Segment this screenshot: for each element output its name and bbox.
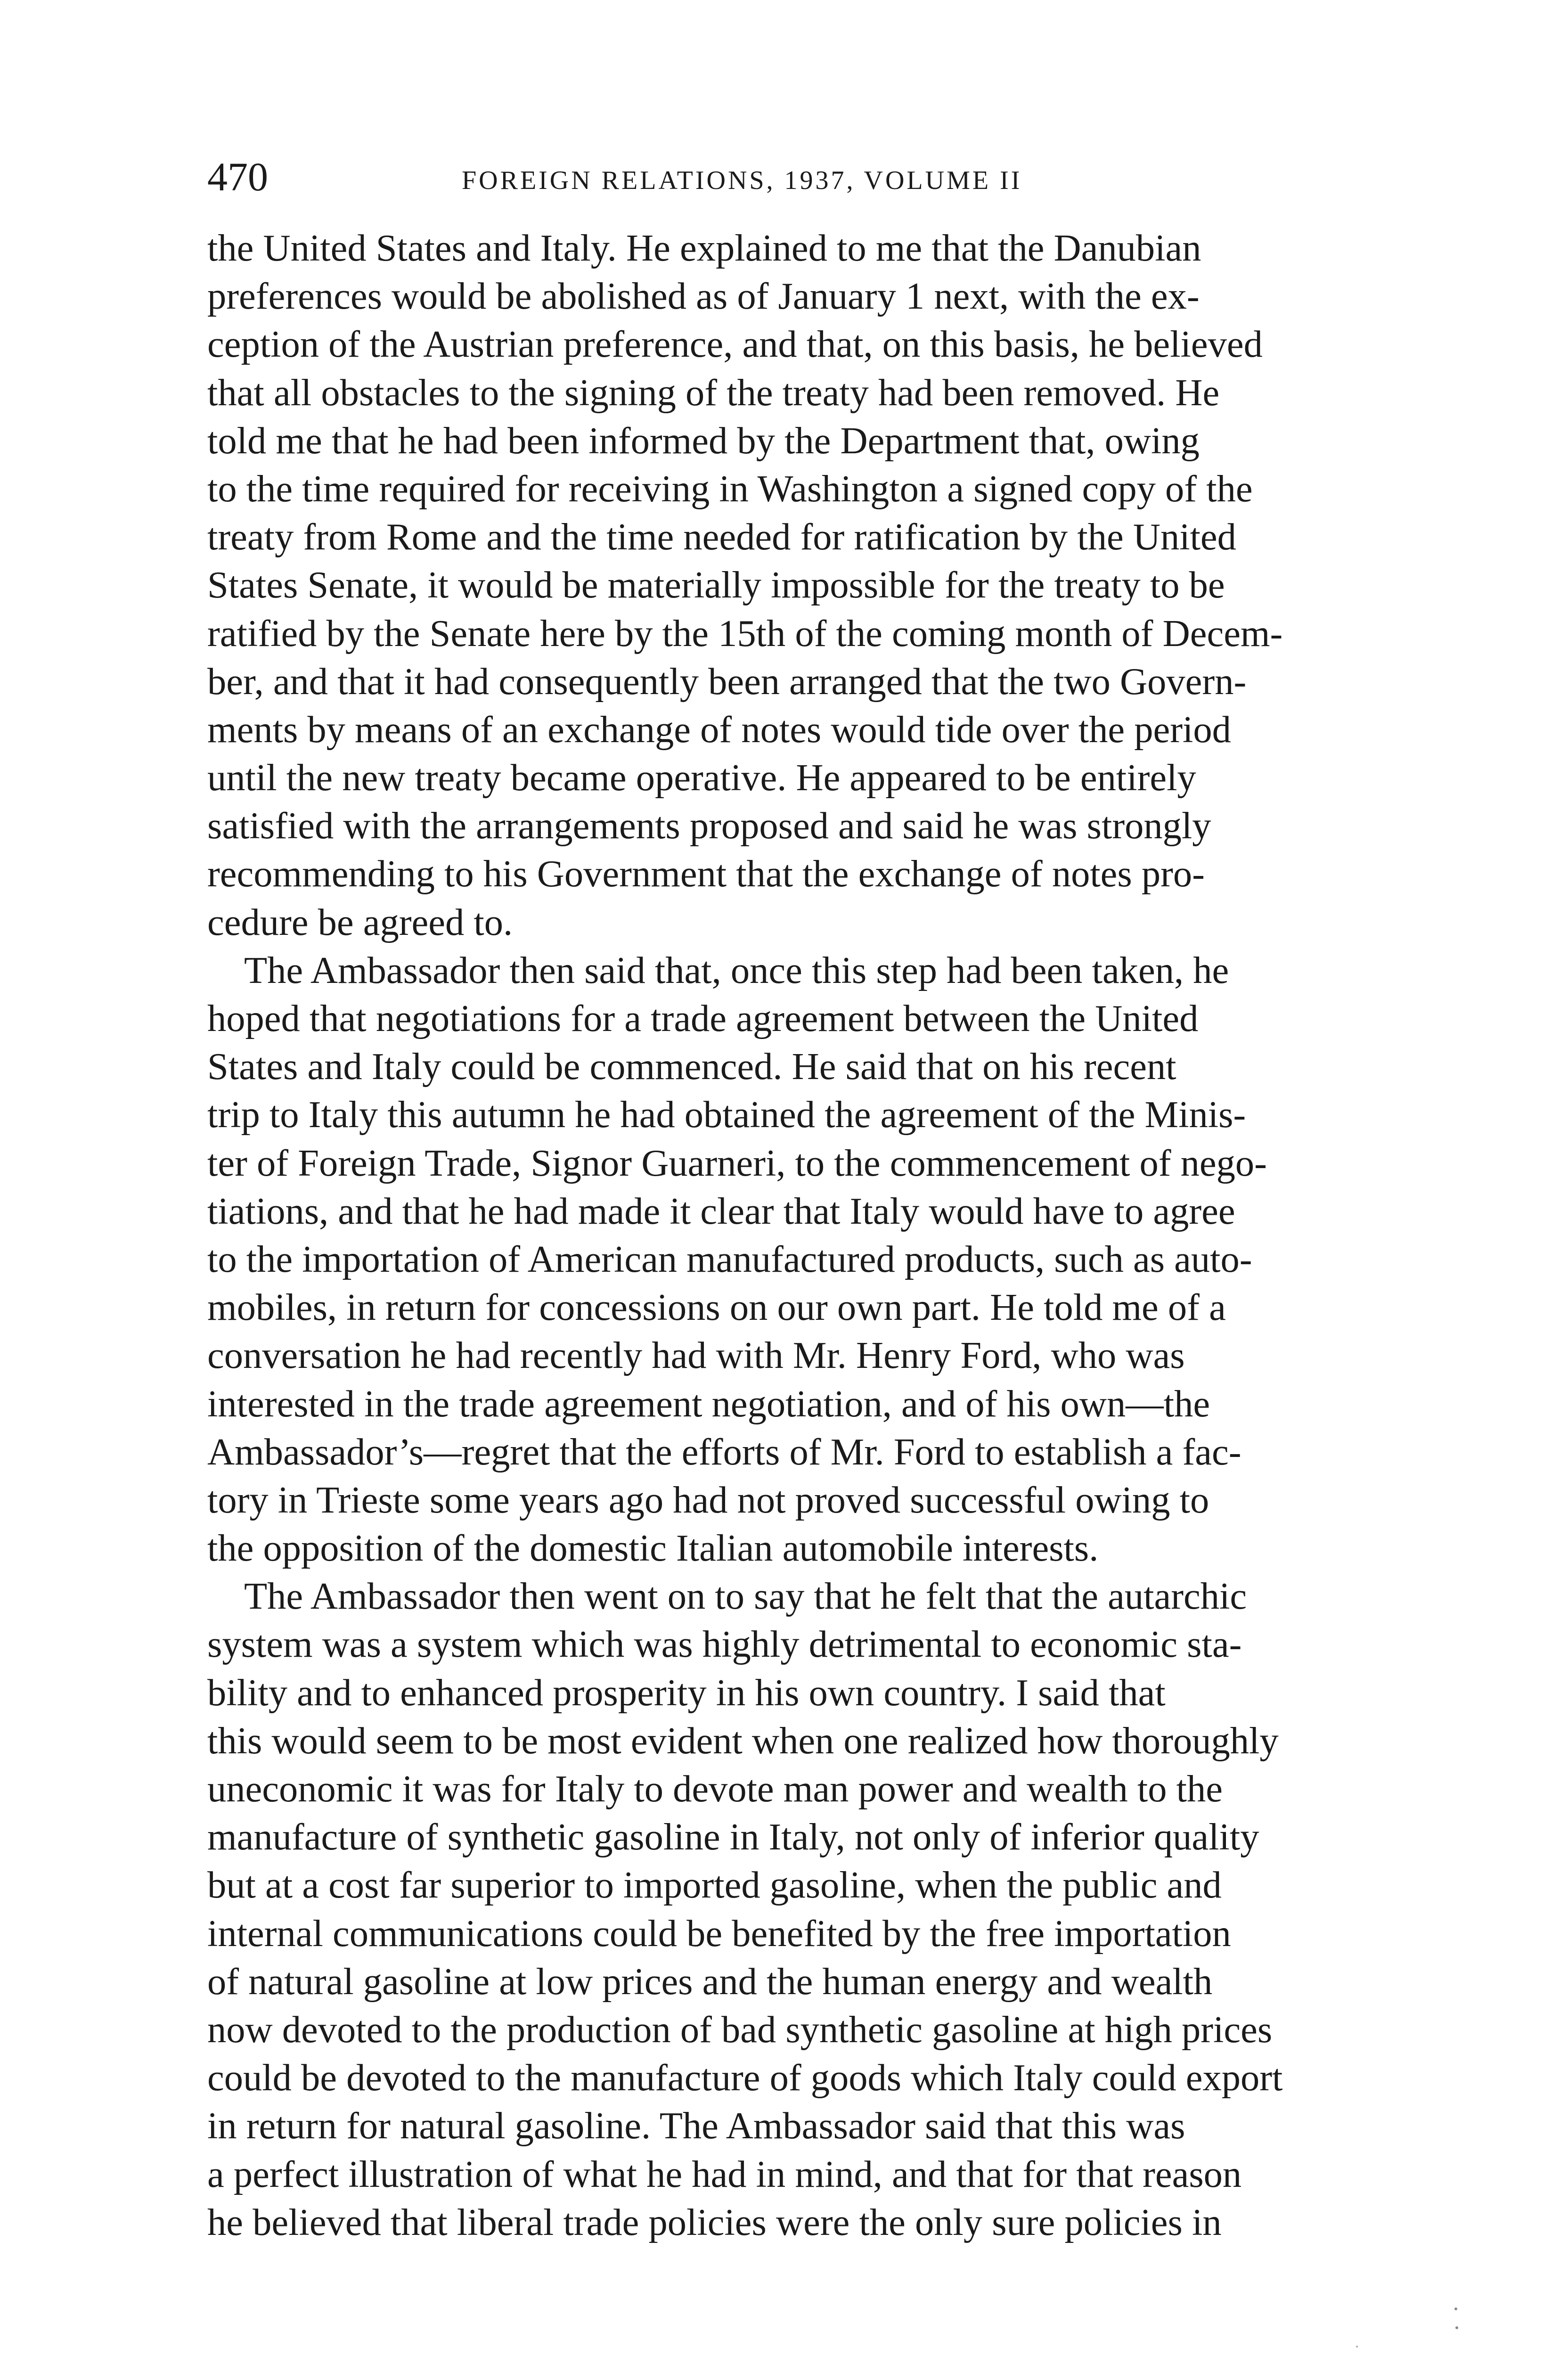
scan-specks	[1338, 2299, 1479, 2356]
text-line: bility and to enhanced prosperity in his own country. I said that	[207, 1671, 1166, 1714]
text-line: internal communications could be benefited by the free importation	[207, 1912, 1231, 1955]
text-line: ratified by the Senate here by the 15th of the coming month of Decem-	[207, 612, 1283, 654]
text-line: until the new treaty became operative. He appeared to be entirely	[207, 757, 1196, 799]
text-line: the United States and Italy. He explained to me that the Danubian	[207, 227, 1201, 269]
text-line: recommending to his Government that the exchange of notes pro-	[207, 853, 1205, 895]
text-line: tiations, and that he had made it clear that Italy would have to agree	[207, 1190, 1235, 1232]
body-text	[207, 224, 1432, 2247]
text-line: told me that he had been informed by the Department that, owing	[207, 419, 1200, 462]
text-line: tory in Trieste some years ago had not proved successful owing to	[207, 1479, 1209, 1521]
text-line: States and Italy could be commenced. He said that on his recent	[207, 1046, 1176, 1088]
text-line: preferences would be abolished as of January 1 next, with the ex-	[207, 275, 1200, 318]
text-line: ception of the Austrian preference, and that, on this basis, he believed	[207, 323, 1263, 366]
text-line: to the time required for receiving in Washington a signed copy of the	[207, 467, 1253, 510]
text-line: The Ambassador then went on to say that he felt that the autarchic	[244, 1575, 1247, 1618]
text-line: States Senate, it would be materially impossible for the treaty to be	[207, 564, 1225, 606]
text-line: could be devoted to the manufacture of goods which Italy could export	[207, 2057, 1283, 2099]
text-line: ter of Foreign Trade, Signor Guarneri, to the commencement of nego-	[207, 1142, 1267, 1184]
paragraph-3	[207, 1572, 1432, 2247]
text-line: Ambassador’s—regret that the efforts of Mr. Ford to establish a fac-	[207, 1431, 1241, 1473]
text-line: to the importation of American manufactured products, such as auto-	[207, 1238, 1252, 1280]
text-line: of natural gasoline at low prices and the human energy and wealth	[207, 1960, 1213, 2003]
page-header	[207, 151, 1371, 203]
text-line: mobiles, in return for concessions on our own part. He told me of a	[207, 1286, 1226, 1329]
paragraph-1	[207, 224, 1432, 947]
text-line: in return for natural gasoline. The Ambassador said that this was	[207, 2105, 1185, 2147]
text-line: conversation he had recently had with Mr. Henry Ford, who was	[207, 1334, 1185, 1377]
page-number: 470	[207, 154, 268, 199]
paragraph-2	[207, 947, 1432, 1572]
text-line: he believed that liberal trade policies were the only sure policies in	[207, 2201, 1222, 2243]
text-line: a perfect illustration of what he had in mind, and that for that reason	[207, 2153, 1242, 2195]
text-line: but at a cost far superior to imported gasoline, when the public and	[207, 1864, 1222, 1906]
text-line: satisfied with the arrangements proposed and said he was strongly	[207, 805, 1211, 847]
text-line: this would seem to be most evident when one realized how thoroughly	[207, 1719, 1279, 1762]
text-line: The Ambassador then said that, once this step had been taken, he	[244, 949, 1229, 991]
text-line: now devoted to the production of bad synthetic gasoline at high prices	[207, 2008, 1273, 2051]
text-line: treaty from Rome and the time needed for ratification by the United	[207, 516, 1236, 558]
text-line: system was a system which was highly detrimental to economic sta-	[207, 1623, 1242, 1666]
text-line: hoped that negotiations for a trade agreement between the United	[207, 998, 1199, 1039]
text-line: trip to Italy this autumn he had obtained the agreement of the Minis-	[207, 1094, 1246, 1136]
running-title: FOREIGN RELATIONS, 1937, VOLUME II	[462, 166, 1022, 195]
text-line: that all obstacles to the signing of the treaty had been removed. He	[207, 371, 1220, 414]
text-line: ments by means of an exchange of notes would tide over the period	[207, 708, 1231, 751]
text-line: cedure be agreed to.	[207, 901, 513, 943]
text-line: ber, and that it had consequently been arranged that the two Govern-	[207, 660, 1247, 703]
text-line: the opposition of the domestic Italian automobile interests.	[207, 1527, 1099, 1570]
text-line: interested in the trade agreement negotiation, and of his own—the	[207, 1383, 1210, 1425]
text-line: uneconomic it was for Italy to devote man power and wealth to the	[207, 1768, 1223, 1810]
text-line: manufacture of synthetic gasoline in Italy, not only of inferior quality	[207, 1816, 1259, 1858]
